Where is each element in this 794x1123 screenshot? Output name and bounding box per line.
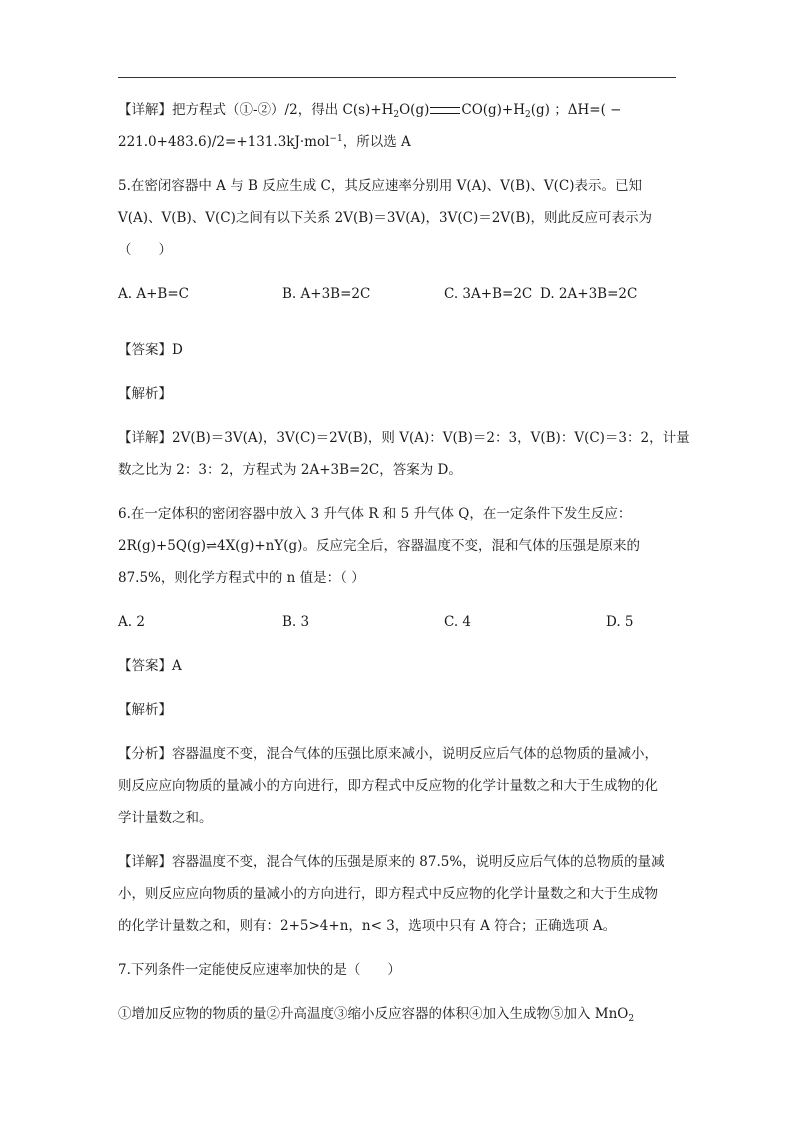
- q5-detail-line-2: 数之比为 2：3：2，方程式为 2A+3B=2C，答案为 D。: [118, 462, 462, 478]
- header-rule: [118, 77, 676, 78]
- subscript: 2: [393, 110, 400, 120]
- q6-stem-line-1: 6.在一定体积的密闭容器中放入 3 升气体 R 和 5 升气体 Q，在一定条件下发生反应：: [118, 506, 632, 522]
- q6-option-d: D. 5: [606, 614, 634, 630]
- q6-analysis-line-2: 则反应应向物质的量减小的方向进行，即方程式中反应物的化学计量数之和大于生成物的化: [118, 778, 658, 794]
- q6-answer: 【答案】A: [118, 658, 182, 674]
- q5-analysis-heading: 【解析】: [118, 386, 172, 402]
- p4-detail-line-2: [118, 132, 411, 154]
- subscript: 2: [525, 110, 531, 120]
- q5-detail-line-1: 【详解】2V(B)＝3V(A)，3V(C)＝2V(B)，则 V(A)：V(B)＝2：3，V(B)：V(C)＝3：2，计量: [118, 430, 690, 446]
- text-segment: 4X(g)+nY(g)。反应完全后，容器温度不变，混和气体的压强是原来的: [216, 538, 640, 554]
- q6-option-a: A. 2: [118, 614, 145, 630]
- text-segment: CO(g)+H: [461, 102, 526, 118]
- q6-detail-line-1: 【详解】容器温度不变，混合气体的压强是原来的 87.5%，说明反应后气体的总物质的量减: [118, 854, 665, 870]
- q5-option-d: D. 2A+3B=2C: [540, 286, 638, 302]
- q5-stem-line-3: （ ）: [118, 242, 172, 258]
- equals-sign: [430, 107, 460, 114]
- text-segment: 【详解】把方程式（①-②）/2，得出 C(s)+H: [118, 102, 394, 118]
- text-segment: 2R(g)+5Q(g): [118, 538, 207, 554]
- q5-stem-line-2: V(A)、V(B)、V(C)之间有以下关系 2V(B)＝3V(A)，3V(C)＝2V(B)，则此反应可表示为: [118, 210, 653, 226]
- q5-option-b: B. A+3B=2C: [282, 286, 371, 302]
- text-segment: ，所以选 A: [342, 134, 411, 150]
- text-segment: (g) ；ΔH=( −: [530, 102, 622, 118]
- q6-stem-line-3: 87.5%，则化学方程式中的 n 值是：（ ）: [118, 570, 365, 586]
- q7-stem-line-1: 7.下列条件一定能使反应速率加快的是（ ）: [118, 962, 401, 978]
- q5-option-a: A. A+B=C: [118, 286, 189, 302]
- q5-answer: 【答案】D: [118, 342, 183, 358]
- equilibrium-arrow-icon: ⇌: [206, 539, 217, 554]
- q6-stem-line-2: [118, 536, 640, 557]
- q6-analysis-line-1: 【分析】容器温度不变，混合气体的压强比原来减小，说明反应后气体的总物质的量减小，: [118, 746, 658, 762]
- text-segment: O(g): [399, 102, 430, 118]
- text-segment: ①增加反应物的物质的量②升高温度③缩小反应容器的体积④加入生成物⑤加入 MnO: [118, 1006, 629, 1022]
- q5-option-c: C. 3A+B=2C: [444, 286, 533, 302]
- q6-detail-line-2: 小，则反应应向物质的量减小的方向进行，即方程式中反应物的化学计量数之和大于生成物: [118, 886, 658, 902]
- subscript: 2: [628, 1014, 635, 1024]
- text-segment: 221.0+483.6)/2=+131.3kJ·mol: [118, 134, 330, 150]
- q6-analysis-heading: 【解析】: [118, 702, 172, 718]
- p4-detail-line-1: [118, 100, 621, 122]
- q6-option-b: B. 3: [282, 614, 310, 630]
- q5-stem-line-1: 5.在密闭容器中 A 与 B 反应生成 C，其反应速率分别用 V(A)、V(B)、V(C)表示。已知: [118, 178, 642, 194]
- q6-detail-line-3: 的化学计量数之和，则有：2+5>4+n，n< 3，选项中只有 A 符合；正确选项 A。: [118, 918, 617, 934]
- q6-option-c: C. 4: [444, 614, 472, 630]
- q6-analysis-line-3: 学计量数之和。: [118, 810, 213, 826]
- q7-stem-line-2: [118, 1004, 634, 1026]
- superscript: −1: [329, 134, 343, 144]
